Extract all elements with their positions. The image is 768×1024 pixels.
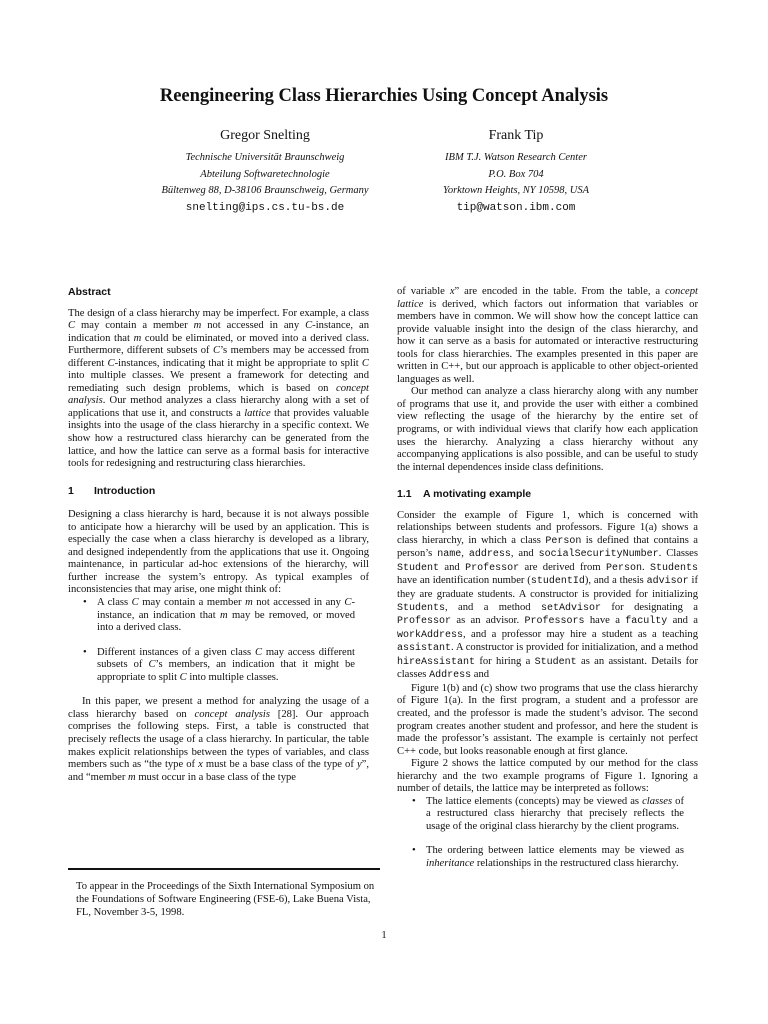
intro-paragraph: In this paper, we present a method for analyzing the usage of a class hierarchy based on concept analysis [28]. Our approach comprises the following steps. First, a table is constructed that precisely reflects the usage of a class hierarchy. In particular, the table makes explicit relationships between the types of variables, and class members such as “the type of x must be a base class of the type of y”, and “member m must occur in a base class of the type [68,696,369,783]
intro-paragraph: Designing a class hierarchy is hard, because it is not always possible to anticipate how a hierarchy will be used by an application. This is especially the case when a class hierarchy is developed as a library, and designed independently from the applications that use it. Ongoing maintenance, in particular ad-hoc extensions of the hierarchy, will further increase the system’s entropy. As typical examples of inconsistencies that may arise, one might think of: [68,509,369,596]
footnote: To appear in the Proceedings of the Sixth International Symposium on the Foundations of Software Engineering (FSE-6), Lake Buena Vista, FL, November 3-5, 1998. [76,881,375,918]
section-heading-introduction: 1 Introduction [68,484,156,497]
page-number: 1 [381,930,387,941]
author-affiliation: Technische Universität Braunschweig [185,152,345,163]
list-item: • The lattice elements (concepts) may be viewed as classes of a restructured class hierarchy that precisely reflects the usage of the original class hierarchy by the client programs. [412,795,684,832]
abstract-heading: Abstract [68,286,111,298]
author-affiliation: P.O. Box 704 [488,168,544,180]
body-paragraph: Our method can analyze a class hierarchy along with any number of programs that use it, and provide the user with either a combined view reflecting the usage of the hierarchy by the entire set of programs, or with individual views that clarify how each application uses the hierarchy. Analyzing a class hierarchy without any accompanying applications is also possible, and can be useful to study the internal dependences inside class definitions. [397,386,698,473]
author-name: Frank Tip [488,128,544,143]
right-column [397,286,698,871]
author-email: snelting@ips.cs.tu-bs.de [185,201,345,214]
author-block-2 [366,126,666,216]
list-item: • A class C may contain a member m not accessed in any C-instance, an indication that m may be removed, or moved into a derived class. [83,597,355,634]
author-address: Bültenweg 88, D-38106 Braunschweig, Germany [161,185,369,196]
lattice-bullet-list [397,796,698,871]
list-item: • The ordering between lattice elements may be viewed as inheritance relationships in the restructured class hierarchy. [412,845,684,869]
intro-bullet-list [68,597,369,684]
abstract-text: The design of a class hierarchy may be imperfect. For example, a class C may contain a member m not accessed in any C-instance, an indication that m could be eliminated, or moved into a derived class. Furthermore, different subsets of C’s members may be accessed from different C-instances, indicating that it might be appropriate to split C into multiple classes. We present a framework for detecting and remediating such design problems, which is based on concept analysis. Our method analyzes a class hierarchy along with a set of applications that use it, and constructs a lattice that provides valuable insights into the usage of the class hierarchy in a specific context. We show how a restructured class hierarchy can be generated from the lattice, and how the lattice can serve as a formal basis for interactive tools for redesigning and restructuring class hierarchies. [68,307,369,470]
paper-title: Reengineering Class Hierarchies Using Concept Analysis [159,86,609,106]
body-paragraph: of variable x” are encoded in the table. From the table, a concept lattice is derived, which factors out information that variables or members have in common. We will show how the concept lattice can provide valuable insight into the design of the class hierarchy, and how it can serve as a basis for automated or interactive restructuring tools for class hierarchies. The examples presented in this paper are written in C++, but our approach is applicable to other object-oriented languages as well. [397,286,698,385]
author-address: Yorktown Heights, NY 10598, USA [442,185,590,196]
author-affiliation: IBM T.J. Watson Research Center [445,152,587,163]
body-paragraph: Figure 2 shows the lattice computed by our method for the class hierarchy and the two example programs of Figure 1. Ignoring a number of details, the lattice may be interpreted as follows: [397,758,698,795]
author-email: tip@watson.ibm.com [456,201,576,214]
subsection-heading: 1.1 A motivating example [397,488,532,501]
author-name: Gregor Snelting [220,128,310,143]
left-column [68,286,369,784]
body-paragraph: Consider the example of Figure 1, which is concerned with relationships between students and professors. Figure 1(a) shows a class hierarchy, in which a class Person is defined that contains a person’s name, address, and socialSecurityNumber. Classes Student and Professor are derived from Person. Students have an identification number (studentId), and a thesis advisor if they are graduate students. A constructor is provided for initializing Students, and a method setAdvisor for designating a Professor as an advisor. Professors have a faculty and a workAddress, and a professor may hire a student as a teaching assistant. A constructor is provided for initialization, and a method hireAssistant for hiring a Student as an assistant. Details for classes Address and [397,509,699,682]
footnote-divider [68,868,380,870]
body-paragraph: Figure 1(b) and (c) show two programs that use the class hierarchy of Figure 1(a). In the first program, a student and a professor are created, and the professor is made the student’s advisor. The second program creates another student and professor, and here the student is made the professor’s assistant. The example is certainly not perfect C++ code, but looks reasonable enough at first glance. [397,682,698,757]
author-affiliation: Abteilung Softwaretechnologie [200,168,330,180]
list-item: • Different instances of a given class C may access different subsets of C’s members, an indication that it might be appropriate to split C into multiple classes. [83,646,355,683]
